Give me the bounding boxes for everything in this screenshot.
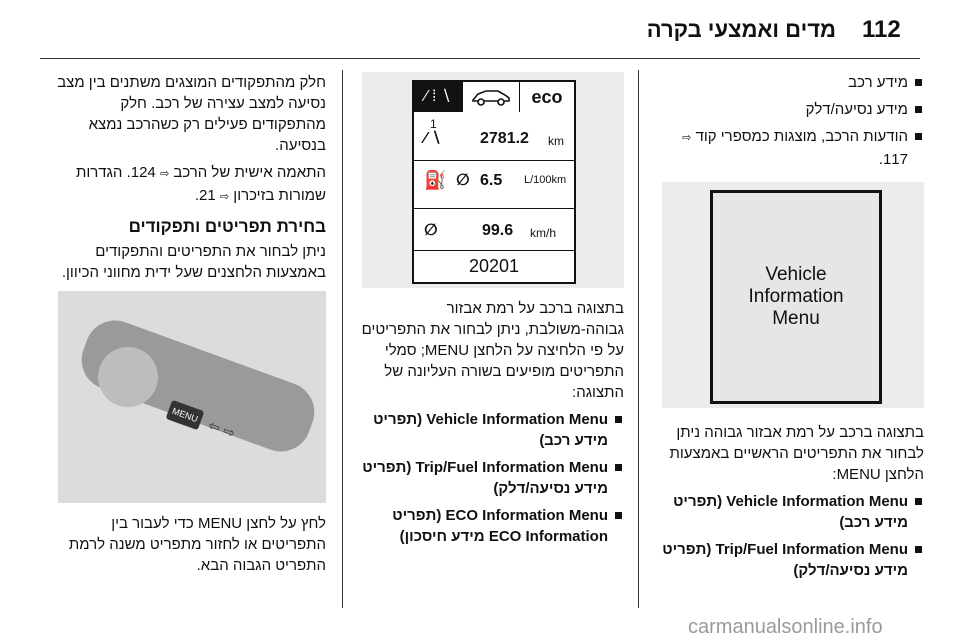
cross-reference-icon: ⇨ (682, 132, 692, 144)
fuel-consumption-row (424, 170, 570, 200)
paragraph-text: . הגדרות שמורות בזיכרון (75, 164, 326, 204)
paragraph: ניתן לבחור את התפריטים והתפקודים באמצעות הלחצנים שעל ידית מחווני הכיוון. (61, 243, 326, 281)
page-number: 112 (862, 16, 901, 43)
separator (414, 250, 574, 251)
screen-line: Menu (772, 308, 820, 329)
paragraph: התאמה אישית של הרכב ⇨ 124. הגדרות שמורות בזיכרון ⇨ 21. (75, 164, 326, 204)
reference-number: 21 (199, 187, 216, 204)
column-divider (638, 70, 639, 608)
trip-distance-value: 2781.2 (480, 130, 529, 147)
trip-index: 1 (430, 117, 437, 131)
list-item: ECO Information Menu (תפריט ECO Information מידע חיסכון) (358, 505, 624, 547)
car-icon (462, 82, 520, 112)
paragraph: בתצוגה ברכב על רמת אבזור גבוהה-משולבת, ניתן לבחור את התפריטים על פי הלחיצה על הלחצן MENU; סמלי התפריטים מופיעים בשורה העליונה של התצוגה: (361, 300, 624, 401)
paragraph: חלק מהתפקודים המוצגים משתנים בין מצב נסיעה למצב עצירה של רכב. חלק מהתפקודים פעילים רק כשהרכב נמצא בנסיעה. (57, 74, 326, 154)
separator (414, 160, 574, 161)
fuel-pump-icon: ⛽ (424, 170, 447, 190)
average-speed-value: 99.6 (482, 222, 514, 239)
stalk-tip (98, 347, 158, 407)
odometer: 20201 (468, 256, 520, 276)
vehicle-info-menu-image (662, 182, 924, 408)
display-screen (710, 190, 882, 404)
trip-distance-unit: km (548, 134, 564, 148)
road-icon: ⁄ ∖ (424, 130, 443, 147)
average-icon: ∅ (456, 172, 470, 189)
middle-column (358, 72, 624, 553)
list-item: מידע רכב (654, 72, 924, 93)
page-title: מדים ואמצעי בקרה (646, 17, 836, 42)
list-item: הודעות הרכב, מוצגות כמספרי קוד ⇨ 117. (654, 126, 924, 170)
menu-icon-bar (414, 82, 574, 112)
header-rule (40, 58, 920, 59)
average-speed-unit: km/h (530, 226, 557, 240)
right-column (654, 72, 924, 587)
arrow-icons: ⇦ ⇨ (206, 416, 238, 442)
screen-line: Information (748, 286, 844, 307)
average-icon: ∅ (424, 222, 438, 239)
display-screen (412, 80, 576, 284)
screen-line: Vehicle (765, 264, 827, 285)
menu-list (654, 491, 924, 581)
trip-distance-row (424, 128, 570, 152)
cross-reference-icon: ⇨ (159, 168, 170, 180)
menu-list (358, 409, 624, 547)
separator (414, 208, 574, 209)
list-item: Trip/Fuel Information Menu (תפריט מידע נסיעה/דלק) (654, 539, 924, 581)
list-item: Vehicle Information Menu (תפריט מידע רכב) (654, 491, 924, 533)
list-item: Vehicle Information Menu (תפריט מידע רכב) (358, 409, 624, 451)
list-item: מידע נסיעה/דלק (654, 99, 924, 120)
cluster-display-image (362, 72, 624, 288)
list-item: Trip/Fuel Information Menu (תפריט מידע נסיעה/דלק) (358, 457, 624, 499)
average-speed-row (424, 220, 570, 244)
paragraph: בתצוגה ברכב על רמת אבזור גבוהה ניתן לבחור את התפריטים הראשיים באמצעות הלחצן MENU: (669, 424, 924, 483)
paragraph-text: התאמה אישית של הרכב (173, 164, 326, 181)
section-heading: בחירת תפריטים ותפקודים (128, 217, 326, 236)
list-item-text: הודעות הרכב, מוצגות כמספרי קוד (695, 128, 908, 145)
fuel-consumption-unit: L/100km (524, 174, 567, 186)
cross-reference-icon: ⇨ (219, 191, 230, 203)
left-column (56, 72, 326, 582)
trip-icon: ⁄ ⁞ ∖ (414, 82, 462, 112)
page-header (0, 0, 960, 62)
fuel-consumption-value: 6.5 (480, 172, 503, 189)
vehicle-data-list (654, 72, 924, 170)
column-divider (342, 70, 343, 608)
reference-number: 124 (130, 164, 156, 181)
paragraph: לחץ על לחצן MENU כדי לעבור בין התפריטים או לחזור מתפריט משנה לרמת התפריט הגבוה הבא. (68, 515, 326, 574)
menu-button: MENU (166, 400, 205, 430)
watermark: carmanualsonline.info (688, 616, 883, 638)
reference-number: 117 (882, 151, 908, 168)
eco-label: eco (531, 87, 563, 107)
turn-signal-stalk-image (58, 291, 326, 503)
